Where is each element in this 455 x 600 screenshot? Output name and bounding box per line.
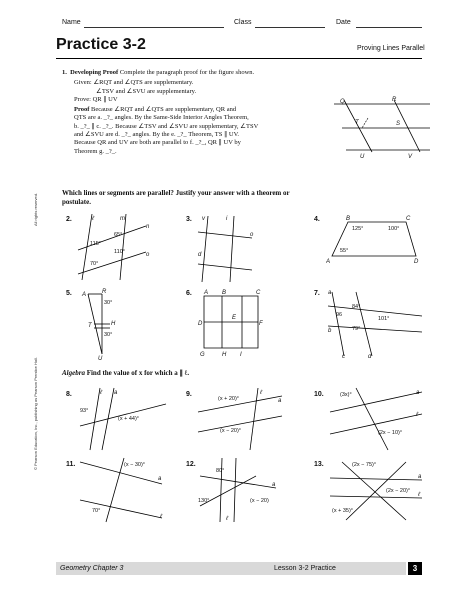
question-line-2: postulate. bbox=[62, 198, 91, 206]
page-subtitle: Proving Lines Parallel bbox=[357, 45, 425, 52]
p10-expr-1: (3x)° bbox=[340, 392, 352, 398]
proof-line-1: Because ∠RQT and ∠QTS are supplementary, QR and bbox=[91, 106, 237, 114]
p5-angle-2: 30° bbox=[104, 332, 113, 338]
question-line-1: Which lines or segments are parallel? Justify your answer with a theorem or bbox=[62, 189, 290, 197]
p6-point-c: C bbox=[256, 290, 261, 296]
p6-point-a: A bbox=[204, 290, 209, 296]
label-t: T bbox=[355, 120, 359, 126]
p4-vertex-d: D bbox=[414, 259, 419, 265]
p6-point-i: I bbox=[240, 352, 242, 358]
figure-problem-11 bbox=[76, 456, 166, 524]
p2-line-n: n bbox=[146, 224, 150, 230]
p6-point-h: H bbox=[222, 352, 227, 358]
p10-expr-2: (2x − 10)° bbox=[378, 430, 403, 436]
proof-heading: Proof bbox=[74, 106, 90, 114]
p7-line-c: c bbox=[342, 354, 345, 360]
label-s: S bbox=[396, 121, 401, 127]
p3-line-d: d bbox=[198, 252, 202, 258]
p7-angle-3: 101° bbox=[378, 316, 390, 322]
p11-line-a: a bbox=[158, 476, 162, 482]
p5-vertex-r: R bbox=[102, 289, 107, 295]
problem-13-number: 13. bbox=[314, 461, 324, 468]
p7-angle-4: 79° bbox=[352, 326, 361, 332]
problem-7-number: 7. bbox=[314, 290, 320, 297]
p13-expr-1: (2x − 75)° bbox=[352, 462, 377, 468]
p10-line-l: ℓ bbox=[416, 412, 418, 418]
p13-line-a: a bbox=[418, 474, 422, 480]
problem-1-intro: Complete the paragraph proof for the figure shown. bbox=[119, 69, 255, 76]
problem-10-number: 10. bbox=[314, 391, 324, 398]
p7-line-a: a bbox=[328, 290, 332, 296]
section-question bbox=[62, 189, 290, 207]
p6-point-f: F bbox=[259, 321, 263, 327]
p9-line-a: a bbox=[278, 398, 282, 404]
algebra-instruction bbox=[62, 369, 189, 377]
class-label: Class bbox=[234, 19, 252, 26]
problem-1-heading: Developing Proof bbox=[70, 69, 119, 76]
label-q: Q bbox=[340, 99, 345, 105]
p9-expr-2: (x − 20)° bbox=[220, 428, 241, 434]
p5-vertex-t: T bbox=[88, 323, 92, 329]
p11-expr-1: (x − 30)° bbox=[124, 462, 145, 468]
p2-angle-4: 70° bbox=[90, 261, 99, 267]
problem-2-number: 2. bbox=[66, 216, 72, 223]
figure-problem-4 bbox=[326, 210, 422, 266]
p4-angle-2: 100° bbox=[388, 226, 400, 232]
given-2: ∠TSV and ∠SVU are supplementary. bbox=[96, 87, 197, 95]
p13-expr-2: (2x − 20)° bbox=[386, 488, 411, 494]
p2-line-m: m bbox=[120, 216, 125, 222]
p2-line-l: ℓ bbox=[92, 216, 94, 222]
p2-line-o: o bbox=[146, 252, 150, 258]
footer-center: Lesson 3-2 Practice bbox=[274, 565, 336, 572]
figure-problem-8 bbox=[78, 386, 168, 452]
p4-vertex-b: B bbox=[346, 216, 351, 222]
date-label: Date bbox=[336, 19, 351, 26]
label-v: V bbox=[408, 154, 413, 160]
p12-line-a: a bbox=[272, 482, 276, 488]
figure-problem-13 bbox=[326, 456, 426, 524]
figure-problem-2 bbox=[76, 212, 156, 282]
p7-angle-2: 96 bbox=[336, 312, 343, 318]
p4-vertex-a: A bbox=[326, 259, 331, 265]
p9-expr-1: (x + 20)° bbox=[218, 396, 239, 402]
p10-line-a: a bbox=[416, 390, 420, 396]
p5-vertex-h: H bbox=[111, 321, 116, 327]
p4-angle-1: 125° bbox=[352, 226, 364, 232]
p11-line-l: ℓ bbox=[160, 514, 162, 520]
p6-point-g: G bbox=[200, 352, 205, 358]
p6-point-e: E bbox=[232, 315, 237, 321]
proof-line-2: QTS are a. _?_ angles. By the Same-Side Interior Angles Theorem, bbox=[74, 114, 249, 122]
page-title: Practice 3-2 bbox=[56, 36, 146, 53]
p12-line-l: ℓ bbox=[226, 516, 228, 522]
figure-problem-6 bbox=[196, 288, 268, 358]
proof-line-4: and ∠SVU are d. _?_ angles. By the e. _?_ Theorem, TS ∥ UV. bbox=[74, 131, 240, 139]
label-r: R bbox=[392, 97, 397, 103]
algebra-text: Find the value of x for which a ∥ ℓ. bbox=[86, 369, 190, 377]
label-u: U bbox=[360, 154, 365, 160]
problem-12-number: 12. bbox=[186, 461, 196, 468]
p11-expr-2: 70° bbox=[92, 508, 101, 514]
proof-line-6: Theorem g. _?_. bbox=[74, 147, 117, 155]
p4-angle-3: 55° bbox=[340, 248, 349, 254]
proof-line-3: b. _?_ ∥ c. _?_. Because ∠TSV and ∠SVU are supplementary, ∠TSV bbox=[74, 122, 259, 130]
problem-1-number: 1. bbox=[62, 69, 67, 76]
problem-1 bbox=[62, 69, 352, 156]
p12-expr-3: (x − 20) bbox=[250, 498, 269, 504]
p9-line-l: ℓ bbox=[260, 390, 262, 396]
prove-statement: Prove: QR ∥ UV bbox=[74, 95, 118, 103]
p2-angle-1: 65° bbox=[114, 232, 123, 238]
p3-line-v: v bbox=[202, 216, 205, 222]
p4-vertex-c: C bbox=[406, 216, 411, 222]
p8-line-a: a bbox=[114, 390, 118, 396]
side-copyright-text: © Pearson Education, Inc., publishing as Pearson Prentice Hall. bbox=[33, 356, 38, 470]
figure-problem-10 bbox=[326, 386, 426, 452]
p12-expr-2: 130° bbox=[198, 498, 210, 504]
side-rights-text: All rights reserved. bbox=[33, 192, 38, 226]
p5-vertex-u: U bbox=[98, 356, 103, 360]
p8-expr-1: 93° bbox=[80, 408, 89, 414]
figure-problem-9 bbox=[196, 386, 286, 452]
problem-3-number: 3. bbox=[186, 216, 192, 223]
name-label: Name bbox=[62, 19, 81, 26]
p7-angle-1: 84° bbox=[352, 304, 361, 310]
title-rule bbox=[56, 58, 422, 59]
problem-6-number: 6. bbox=[186, 290, 192, 297]
given-1: Given: ∠RQT and ∠QTS are supplementary. bbox=[74, 79, 194, 87]
problem-5-number: 5. bbox=[66, 290, 72, 297]
p6-point-b: B bbox=[222, 290, 227, 296]
p13-expr-3: (x + 35)° bbox=[332, 508, 353, 514]
problem-8-number: 8. bbox=[66, 391, 72, 398]
problem-4-number: 4. bbox=[314, 216, 320, 223]
page-number: 3 bbox=[408, 562, 422, 575]
p8-expr-2: (x + 44)° bbox=[118, 416, 139, 422]
date-field[interactable] bbox=[356, 27, 422, 28]
p8-line-l: ℓ bbox=[100, 390, 102, 396]
p2-angle-2: 115° bbox=[90, 241, 101, 247]
problem-11-number: 11. bbox=[66, 461, 76, 468]
algebra-label: Algebra bbox=[62, 369, 85, 377]
figure-problem-1 bbox=[332, 94, 432, 160]
class-field[interactable] bbox=[255, 27, 325, 28]
p3-line-o: o bbox=[250, 232, 254, 238]
p13-line-l: ℓ bbox=[418, 492, 420, 498]
p7-line-d: d bbox=[368, 354, 372, 360]
footer-left: Geometry Chapter 3 bbox=[60, 565, 124, 572]
figure-problem-5 bbox=[80, 288, 126, 360]
figure-problem-7 bbox=[326, 286, 426, 360]
problem-9-number: 9. bbox=[186, 391, 192, 398]
p6-point-d: D bbox=[198, 321, 203, 327]
p7-line-b: b bbox=[328, 328, 332, 334]
figure-problem-12 bbox=[196, 456, 286, 524]
p5-angle-1: 30° bbox=[104, 300, 113, 306]
p12-expr-1: 80° bbox=[216, 468, 225, 474]
proof-line-5: Because QR and UV are both are parallel to f. _?_, QR ∥ UV by bbox=[74, 139, 241, 147]
name-field[interactable] bbox=[84, 27, 224, 28]
p5-vertex-a: A bbox=[82, 292, 87, 298]
figure-problem-3 bbox=[196, 212, 256, 284]
p2-angle-3: 110° bbox=[114, 249, 125, 255]
p3-line-i: i bbox=[226, 216, 228, 222]
